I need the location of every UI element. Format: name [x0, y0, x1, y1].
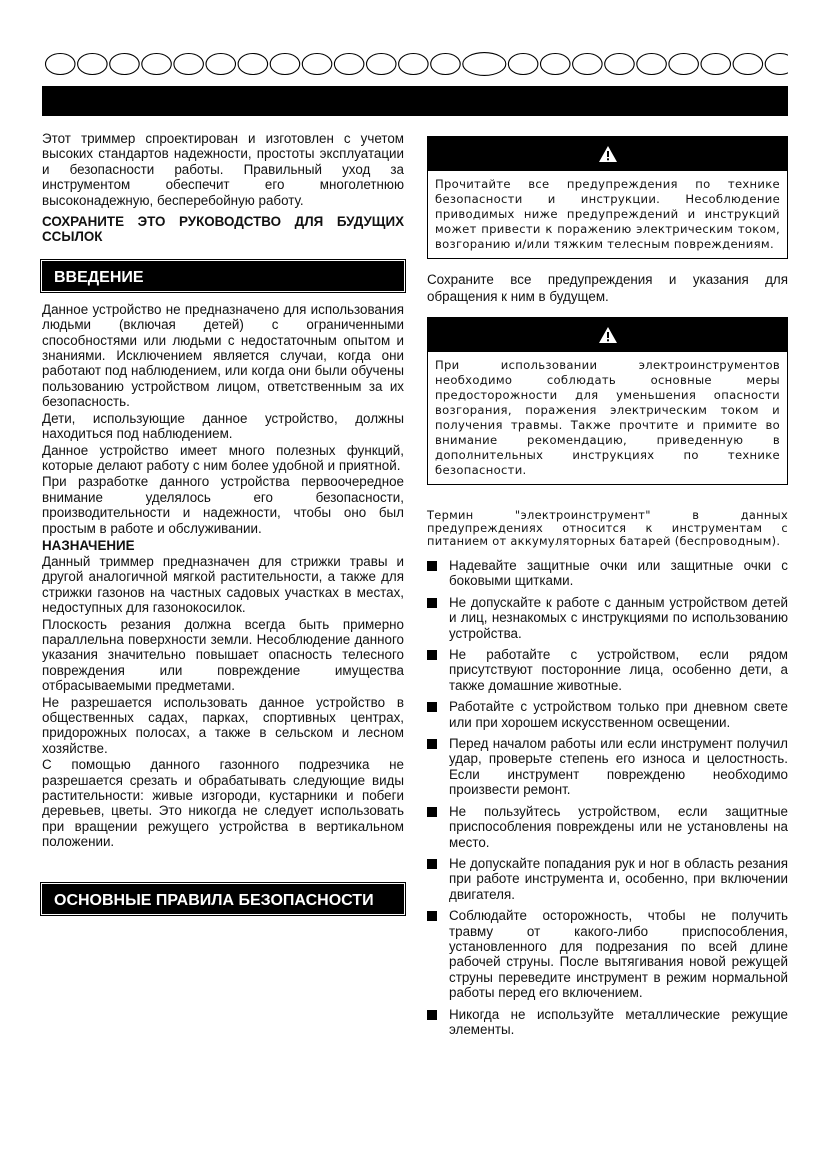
warning-box [427, 136, 788, 259]
purpose-text: Данный триммер предназначен для стрижки травы и другой аналогичной мягкой растительности, а также для стрижки газонов на частных садовых участках в местах, недоступных для газонокосилок. [42, 553, 404, 616]
safety-bullet-list [427, 558, 788, 1037]
page-indicator [367, 54, 397, 75]
intro-text: Данное устройство имеет много полезных функций, которые делают работу с ним более удобной и приятной. [42, 442, 404, 473]
keep-warnings-text: Сохраните все предупреждения и указания для обращения к ним в будущем. [427, 272, 788, 304]
bullet-square-icon [427, 807, 437, 817]
list-item: Перед началом работы или если инструмент получил удар, проверьте степень его износа и целостность. Если инструмент поврежденю необходимо произвести ремонт. [427, 736, 788, 798]
bullet-square-icon [427, 739, 437, 749]
page-indicator [508, 54, 538, 75]
page-indicator [142, 54, 172, 75]
list-item: Не допускайте к работе с данным устройством детей и лиц, незнакомых с инструкциями по использованию устройства. [427, 595, 788, 641]
list-item: Не пользуйтесь устройством, если защитные приспособления повреждены или не установлены на место. [427, 804, 788, 850]
page-indicator [78, 54, 108, 75]
page-indicator [238, 54, 268, 75]
bullet-square-icon [427, 561, 437, 571]
warning-text: Прочитайте все предупреждения по технике безопасности и инструкции. Несоблюдение приводимых ниже предупреждений и инструкций может привести к поражению электрическим током, возгоранию и/или тяжким телесным повреждениям. [435, 177, 780, 251]
intro-text: Данное устройство не предназначено для использования людьми (включая детей) с ограниченными способностями или людьми с недостаточным опытом и знаниями. Исключением является случаи, когда они работают под наблюдением, или когда они были обучены пользованию устройством лицом, ответственным за их безопасность. [42, 301, 404, 410]
page-indicator-ovals [44, 52, 788, 76]
list-item: Не допускайте попадания рук и ног в область резания при работе инструмента и, особенно, при включении двигателя. [427, 856, 788, 902]
warning-box [427, 317, 788, 485]
page-indicator [605, 54, 635, 75]
page-indicator [765, 54, 788, 75]
page-indicator [334, 54, 364, 75]
page-indicator [431, 54, 461, 75]
list-item: Не работайте с устройством, если рядом присутствуют посторонние лица, особенно дети, а также домашние животные. [427, 647, 788, 693]
warning-triangle-icon [599, 327, 617, 343]
bullet-square-icon [427, 702, 437, 712]
page-indicator [302, 54, 332, 75]
page-indicator [174, 54, 204, 75]
bullet-square-icon [427, 598, 437, 608]
term-note: Термин "электроинструмент" в данных предупреждениях относится к инструментам с питанием от аккумуляторных батарей (беспроводным). [427, 508, 788, 548]
section-heading-safety-rules: ОСНОВНЫЕ ПРАВИЛА БЕЗОПАСНОСТИ [42, 884, 404, 914]
page-indicator [110, 54, 140, 75]
header-bar [42, 86, 788, 116]
purpose-text: Не разрешается использовать данное устройство в общественных садах, парках, спортивных центрах, придорожных полосах, а также в сельском и лесном хозяйстве. [42, 694, 404, 756]
right-column [427, 131, 788, 1043]
bullet-square-icon [427, 650, 437, 660]
list-item: Никогда не используйте металлические режущие элементы. [427, 1007, 788, 1038]
subheading-purpose: НАЗНАЧЕНИЕ [42, 537, 135, 553]
warning-triangle-icon [599, 146, 617, 162]
list-item: Соблюдайте осторожность, чтобы не получить травму от какого-либо приспособления, установленного для подрезания по всей длине рабочей струны. После вытягивания новой режущей струны переведите инструмент в режим нормальной работы перед его включением. [427, 908, 788, 1000]
page-indicator [399, 54, 429, 75]
page-indicator [206, 54, 236, 75]
list-item: Работайте с устройством только при дневном свете или при хорошем искусственном освещении. [427, 699, 788, 730]
intro-text: Дети, использующие данное устройство, должны находиться под наблюдением. [42, 410, 404, 442]
section-heading-introduction: ВВЕДЕНИЕ [42, 261, 404, 291]
page-indicator [573, 54, 603, 75]
purpose-text: Плоскость резания должна всегда быть примерно параллельна поверхности земли. Несоблюдение данного указания значительно повышает опасность телесного повреждения или повреждение имущества отбрасываемыми предметами. [42, 616, 404, 694]
warning-text: При использовании электроинструментов необходимо соблюдать основные меры предосторожности для уменьшения опасности возгорания, поражения электрическим током и получения травмы. Также прочтите и примите во внимание рекомендацию, приведенную в дополнительных инструкциях по технике безопасности. [435, 358, 780, 477]
intro-text: При разработке данного устройства первоочередное внимание уделялось его безопасности, производительности и надежности, чтобы оно был простым в работе и обслуживании. [42, 474, 404, 536]
purpose-text: С помощью данного газонного подрезчика не разрешается срезать и обрабатывать следующие виды растительности: живые изгороди, кустарники и побеги деревьев, цветы. Это никогда не следует использовать при вращении режущего устройства в вертикальном положении. [42, 757, 404, 850]
list-item: Надевайте защитные очки или защитные очки с боковыми щитками. [427, 558, 788, 589]
page-indicator [701, 54, 731, 75]
keep-manual-notice: СОХРАНИТЕ ЭТО РУКОВОДСТВО ДЛЯ БУДУЩИХ ССЫЛОК [42, 214, 404, 245]
bullet-square-icon [427, 859, 437, 869]
page-indicator [541, 54, 571, 75]
page-indicator [669, 54, 699, 75]
bullet-square-icon [427, 911, 437, 921]
warning-header [428, 137, 787, 171]
page-indicator-row [44, 52, 788, 76]
page-indicator [637, 54, 667, 75]
intro-paragraph: Этот триммер спроектирован и изготовлен с учетом высоких стандартов надежности, простоты эксплуатации и безопасности работы. Правильный уход за инструментом обеспечит его многолетнюю высоконадежную, бесперебойную работу. [42, 131, 404, 208]
page-indicator [733, 54, 763, 75]
page-indicator [46, 54, 76, 75]
page-indicator [270, 54, 300, 75]
bullet-square-icon [427, 1010, 437, 1020]
page-indicator-active [463, 53, 506, 76]
left-column [42, 131, 404, 925]
warning-header [428, 318, 787, 352]
